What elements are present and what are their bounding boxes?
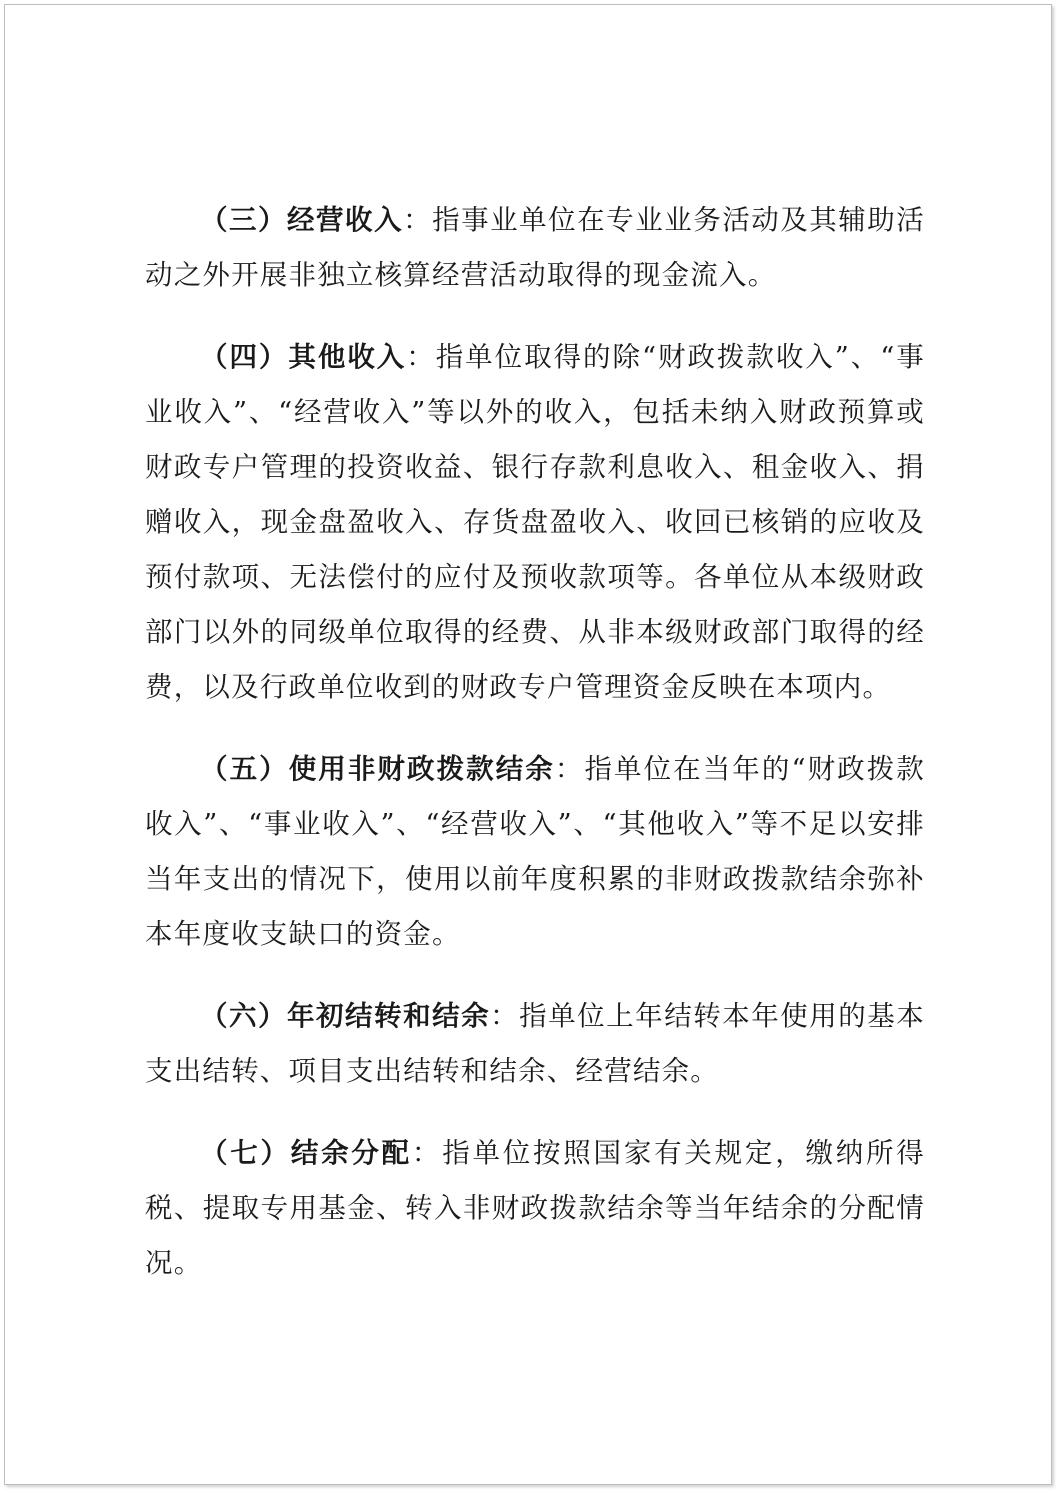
term-carryover-balance: （六）年初结转和结余 [200, 1000, 491, 1032]
paragraph-other-income [145, 330, 925, 715]
definition-non-fiscal-surplus: ：指单位在当年的“财政拨款收入”、“事业收入”、“经营收入”、“其他收入”等不足以安排当年支出的情况下，使用以前年度积累的非财政拨款结余弥补本年度收支缺口的资金。 [145, 753, 925, 950]
document-page [4, 4, 1052, 1485]
term-other-income: （四）其他收入 [200, 341, 407, 373]
definition-surplus-distribution: ：指单位按照国家有关规定，缴纳所得税、提取专用基金、转入非财政拨款结余等当年结余的分配情况。 [145, 1137, 925, 1279]
term-operating-income: （三）经营收入 [200, 204, 404, 236]
document-body [145, 193, 925, 1318]
paragraph-surplus-distribution [145, 1126, 925, 1291]
definition-other-income: ：指单位取得的除“财政拨款收入”、“事业收入”、“经营收入”等以外的收入，包括未纳入财政预算或财政专户管理的投资收益、银行存款利息收入、租金收入、捐赠收入，现金盘盈收入、存货盘盈收入、收回已核销的应收及预付款项、无法偿付的应付及预收款项等。各单位从本级财政部门以外的同级单位取得的经费、从非本级财政部门取得的经费，以及行政单位收到的财政专户管理资金反映在本项内。 [145, 341, 925, 703]
paragraph-operating-income [145, 193, 925, 303]
definition-carryover-balance: ：指单位上年结转本年使用的基本支出结转、项目支出结转和结余、经营结余。 [145, 1000, 925, 1087]
paragraph-non-fiscal-surplus [145, 742, 925, 962]
paragraph-carryover-balance [145, 989, 925, 1099]
term-non-fiscal-surplus: （五）使用非财政拨款结余 [200, 753, 555, 785]
term-surplus-distribution: （七）结余分配 [200, 1137, 412, 1169]
definition-operating-income: ：指事业单位在专业业务活动及其辅助活动之外开展非独立核算经营活动取得的现金流入。 [145, 204, 925, 291]
